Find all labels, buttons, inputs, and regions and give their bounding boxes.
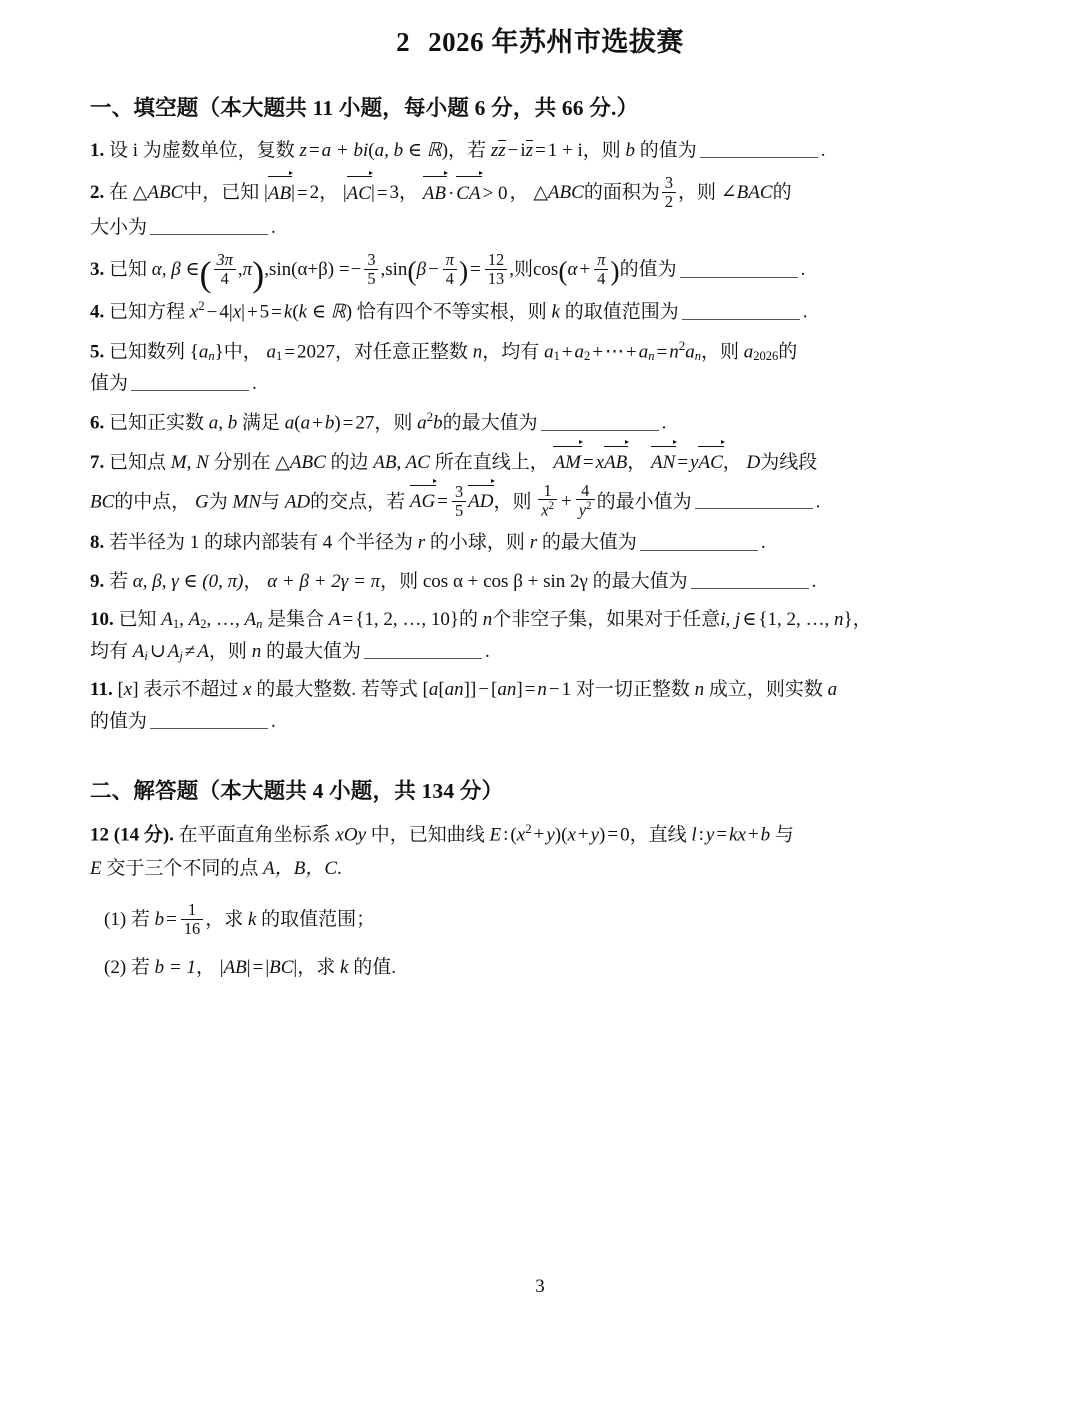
problem-3-cos-fraction: $\frac{\pi}{4}$: [594, 251, 608, 287]
problem-8-number: 8.: [90, 532, 105, 554]
problem-3-text-5: 的值为: [619, 259, 677, 281]
problem-3-text-1: 已知: [109, 259, 148, 281]
section-heading-2: 二、解答题（本大题共 4 小题，共 134 分）: [90, 778, 504, 803]
problem-11-var-a: a: [827, 679, 838, 701]
problem-11-text-5: 的值为: [90, 710, 148, 732]
problem-12-sub1-text-3: 的取值范围；: [261, 909, 376, 931]
problem-12: 12 (14 分). 在平面直角坐标系 xOy 中，已知曲线 E : $(x^2 + y)(x + y) = 0$，直线 l : y = kx + b 与 E 交于三个不同的点 A，B，C.: [90, 820, 794, 879]
problem-7-text-6: ，: [722, 452, 742, 474]
problem-6-number: 6.: [90, 412, 105, 434]
problem-2-period: .: [271, 216, 276, 238]
answer-blank-2[interactable]: [150, 216, 268, 235]
problem-2-ab: 2: [309, 182, 320, 204]
page-title: [0, 14, 1080, 59]
problem-7-line-mn: MN: [232, 491, 262, 513]
problem-12-points: A，B，C: [263, 857, 338, 879]
problem-5-text-7: 值为: [90, 372, 129, 394]
problem-10-text-8: 的最大值为: [265, 640, 361, 662]
problem-3-vars: α, β ∈: [151, 259, 200, 281]
problem-10-period: .: [484, 640, 490, 662]
problem-5-text-6: 的: [778, 341, 798, 363]
title-text: 2026 年苏州市选拔赛: [428, 27, 684, 57]
problem-2-text-7: ，则: [678, 182, 717, 204]
problem-12-curve-e: E: [90, 857, 102, 879]
problem-12-sub2-text-1: 若: [130, 957, 150, 979]
problem-9-target: cos α + cos β + sin 2γ: [422, 570, 588, 592]
problem-7-text-4: 所在直线上，: [434, 452, 549, 474]
problem-12-sub1-text-2: ，求: [205, 909, 244, 931]
problem-2-text-4: ，: [398, 182, 418, 204]
problem-11-number: 11.: [90, 679, 113, 701]
problem-6-period: .: [661, 412, 667, 434]
problem-6-text-1: 已知正实数: [109, 412, 205, 434]
problem-4-number: 4.: [90, 301, 105, 323]
problem-10-text-5: ，: [852, 609, 872, 631]
problem-4-text-3: 的取值范围为: [564, 301, 679, 323]
answer-blank-8[interactable]: [640, 532, 758, 551]
problem-7-x: x: [595, 452, 605, 474]
problem-4: 4. 已知方程 $x^2 - 4|x| + 5 = k(k$ ∈ ℝ) 恰有四个不等实根，则 k 的取值范围为 .: [90, 298, 808, 323]
problem-12-sub1-text-1: 若: [130, 909, 150, 931]
answer-blank-10[interactable]: [364, 640, 482, 659]
problem-7-point-d: D: [746, 452, 761, 474]
problem-2-area-fraction: $\frac{3}{2}$: [662, 174, 676, 210]
problem-11-text-4: 成立，则实数: [708, 679, 823, 701]
problem-3-period: .: [800, 259, 806, 281]
problem-8-text-3: 的最大值为: [541, 532, 637, 554]
problem-3-text-3: ,: [380, 259, 386, 281]
problem-12-sub-1: (1) 若 b = $\frac{1}{16}$ ，求 k 的取值范围；: [104, 900, 376, 938]
problem-7-text-13: 的最小值为: [596, 491, 692, 513]
problem-12-text-3: ，直线: [629, 824, 687, 846]
problem-12-text-4: 与: [774, 824, 794, 846]
problem-12-text-5: 交于三个不同的点: [106, 857, 259, 879]
problem-7-seg-bc: BC: [90, 491, 115, 513]
problem-9: [90, 567, 990, 596]
problem-5-text-2: 中，: [223, 341, 262, 363]
answer-blank-6[interactable]: [541, 412, 659, 431]
problem-12-sub2-text-3: ，求: [297, 957, 336, 979]
problem-3-text-2: ,: [264, 259, 269, 281]
problem-1-period: .: [820, 140, 826, 161]
problem-11-var-x: x: [243, 679, 252, 701]
problem-9-constraint: α + β + 2γ = π: [267, 570, 381, 592]
problem-6-vars: a, b: [208, 412, 238, 434]
problem-11-text-3: 对一切正整数: [575, 679, 690, 701]
answer-blank-3[interactable]: [680, 259, 798, 278]
problem-12-sub1-label: (1): [104, 909, 127, 931]
problem-12-text-1: 在平面直角坐标系: [178, 824, 331, 846]
problem-9-text-3: ，则: [380, 570, 419, 592]
problem-7-points-mn: M, N: [170, 452, 209, 474]
problem-11-text-2: 的最大整数. 若等式: [256, 679, 418, 701]
problem-2-triangle-2: △ABC: [533, 182, 584, 204]
problem-3-interval-right: π: [242, 259, 253, 281]
problem-2-text-3: ，: [319, 182, 339, 204]
problem-11: 11. [x] 表示不超过 x 的最大整数. 若等式 [a[an]] − [an] = n − 1 对一切正整数 n 成立，则实数 a 的值为 .: [90, 679, 838, 732]
problem-8: [90, 528, 990, 557]
problem-2-number: 2.: [90, 182, 105, 204]
problem-1-text-2: ，若: [448, 140, 487, 161]
problem-8-var-r: r: [417, 532, 426, 554]
problem-10-text-1: 已知: [118, 609, 157, 631]
problem-7-text-10: 与: [261, 491, 281, 513]
problem-2-ac: 3: [389, 182, 399, 204]
problem-10-text-7: ，则: [208, 640, 247, 662]
problem-7: 7. 已知点 M, N 分别在 △ABC 的边 AB, AC 所在直线上， AM = xAB， AN = yAC， D为线段 BC的中点， G为 MN与 AD的交点，若 AG = $\frac{3}{5}$ AD，则 $\frac{1}{x^2}$ + $\frac{4}{y^2}$ 的最小值为 .: [90, 447, 990, 519]
problem-11-text-1: 表示不超过: [143, 679, 239, 701]
problem-5-number: 5.: [90, 341, 105, 363]
problem-1-expr: a + bi: [321, 140, 369, 161]
problem-7-text-2: 分别在: [213, 452, 271, 474]
problem-1-text-4: 的值为: [639, 140, 697, 161]
problem-1-var-b: b: [625, 140, 636, 161]
problem-1-cond: a, b ∈ ℝ: [374, 140, 442, 161]
problem-7-triangle: △ABC: [275, 452, 326, 474]
problem-5-text-3: ，对任意正整数: [335, 341, 469, 363]
problem-9-number: 9.: [90, 570, 105, 592]
problem-5-text-5: ，则: [700, 341, 739, 363]
exam-content: [0, 91, 1080, 984]
problem-7-text-11: 的交点，若: [310, 491, 406, 513]
problem-9-period: .: [811, 570, 817, 592]
problem-2-dot: > 0: [482, 182, 508, 204]
problem-3-number: 3.: [90, 259, 105, 281]
problem-12-sub1-fraction: $\frac{1}{16}$: [181, 901, 203, 937]
problem-3-sinsum-fraction: $\frac{3}{5}$: [364, 251, 378, 287]
answer-blank-1[interactable]: [700, 139, 818, 158]
problem-2-text-6: 的面积为: [583, 182, 660, 204]
problem-5: 5. 已知数列 $\{a_n\}$中， $a_1 = 2027$，对任意正整数 n，均有 $a_1 + a_2$ + ⋯ + $a_n = n^2a_n$，则 $a_{2026}$的 值为 .: [90, 338, 798, 394]
problem-8-period: .: [760, 532, 766, 554]
problem-4-cond: k ∈ ℝ: [298, 301, 346, 323]
section-heading-1: 一、填空题（本大题共 11 小题，每小题 6 分，共 66 分.）: [90, 96, 639, 120]
problem-7-text-1: 已知点: [109, 452, 167, 474]
problem-1-var-z: z: [299, 140, 307, 161]
problem-5-text-1: 已知数列: [109, 341, 186, 363]
problem-10-text-4: 个非空子集，如果对于任意: [492, 609, 721, 631]
problem-7-text-12: ，则: [493, 491, 532, 513]
problem-12-sub2-text-2: ，: [196, 957, 216, 979]
problem-3-sin2-fraction: $\frac{12}{13}$: [485, 251, 507, 287]
problem-3-sign: −: [350, 259, 362, 281]
problem-3-beta-fraction: $\frac{\pi}{4}$: [443, 251, 457, 287]
problem-6-text-2: 满足: [242, 412, 281, 434]
problem-2-angle: ∠BAC: [720, 182, 773, 204]
problem-7-line-ad: AD: [284, 491, 311, 513]
answer-blank-5[interactable]: [131, 372, 249, 391]
problem-1-number: 1.: [90, 140, 105, 161]
problem-4-text-2: 恰有四个不等实根，则: [356, 301, 547, 323]
problem-10-number: 10.: [90, 609, 114, 631]
problem-10-var-n-2: n: [251, 640, 262, 662]
problem-12-period: .: [337, 857, 342, 879]
problem-7-term1: $\frac{1}{x^2}$: [538, 482, 557, 520]
problem-8-text-2: 的小球，则: [429, 532, 525, 554]
problem-7-period: .: [815, 491, 821, 513]
problem-2-text-9: 大小为: [90, 216, 148, 238]
problem-7-text-3: 的边: [330, 452, 369, 474]
problem-10-var-n: n: [482, 609, 493, 631]
problem-7-term2: $\frac{4}{y^2}$: [576, 482, 595, 520]
problem-9-domain: α, β, γ ∈ (0, π): [132, 570, 244, 592]
answer-blank-9[interactable]: [691, 570, 809, 589]
problem-12-coord: xOy: [335, 824, 367, 846]
problem-12-number: 12 (14 分).: [90, 824, 174, 846]
problem-1: 1. 设 i 为虚数单位，复数 z = a + bi(a, b ∈ ℝ)，若 zz − iz = 1 + i，则 b 的值为 .: [90, 140, 826, 161]
problem-6-text-4: 的最大值为: [442, 412, 538, 434]
problem-10: 10. 已知 $A_1$, $A_2$, …, $A_n$ 是集合 A = {1, 2, …, 10}的 n个非空子集，如果对于任意i, j ∈ {1, 2, …, n}， 均有 $A_i$ ∪ $A_j \ne A$，则 n 的最大值为 .: [90, 609, 872, 663]
problem-3-interval-fraction: $\frac{3\pi}{4}$: [214, 251, 236, 287]
page-number: 3: [535, 1276, 545, 1297]
answer-blank-11[interactable]: [150, 710, 268, 729]
answer-blank-4[interactable]: [682, 301, 800, 320]
problem-2-text-1: 在: [109, 182, 129, 204]
problem-4-period: .: [802, 301, 808, 323]
problem-7-ag-fraction: $\frac{3}{5}$: [452, 483, 466, 519]
problem-4-text-1: 已知方程: [109, 301, 186, 323]
problem-9-text-2: ，: [243, 570, 263, 592]
problem-2-text-2: 中，已知: [183, 182, 260, 204]
problem-6-text-3: ，则: [374, 412, 413, 434]
problem-11-period: .: [271, 710, 276, 732]
problem-8-var-r-2: r: [529, 532, 538, 554]
problem-7-text-7: 为线段: [760, 452, 818, 474]
problem-7-y: y: [690, 452, 699, 474]
problem-5-text-4: ，均有: [482, 341, 540, 363]
title-number: 2: [396, 27, 411, 57]
problem-2-text-5: ，: [509, 182, 529, 204]
problem-6: 6. 已知正实数 a, b 满足 a(a + b) = 27，则 $a^2b$的最大值为 .: [90, 409, 667, 434]
problem-1-rhs: 1 + i: [547, 140, 583, 161]
problem-12-sub2-label: (2): [104, 957, 127, 979]
problem-12-sub2-text-4: 的值.: [353, 957, 396, 979]
problem-2-triangle: △ABC: [132, 182, 184, 204]
problem-9-text-1: 若: [109, 570, 129, 592]
problem-12-sub2-b: b = 1: [154, 957, 196, 979]
problem-3-text-4: ,则: [509, 259, 533, 281]
problem-3-sinsum: sin(α+β) =: [268, 259, 350, 281]
problem-3: 3. 已知 α, β ∈( $\frac{3\pi}{4}$ ,π),sin(α+β) =− $\frac{3}{5}$ ,sin(β − $\frac{\pi}{4}$ ) = $\frac{12}{13}$ ,则cos(α + $\frac{\pi}{4}$ )的值为 .: [90, 250, 806, 295]
problem-7-text-5: ，: [627, 452, 647, 474]
problem-10-text-6: 均有: [90, 640, 129, 662]
problem-10-text-3: 的: [458, 609, 478, 631]
problem-5-a1: 2027: [297, 341, 336, 363]
problem-1-text-3: ，则: [582, 140, 621, 161]
problem-1-text-1: 设 i 为虚数单位，复数: [109, 140, 295, 161]
problem-5-period: .: [252, 372, 257, 394]
problem-8-text-1: 若半径为 1 的球内部装有 4 个半径为: [109, 532, 414, 554]
problem-7-number: 7.: [90, 452, 105, 474]
problem-12-sub2-var-k: k: [340, 957, 349, 979]
problem-11-var-n: n: [694, 679, 705, 701]
problem-10-text-2: 是集合: [267, 609, 325, 631]
problem-5-var-n: n: [472, 341, 483, 363]
problem-12-sub1-var-k: k: [247, 909, 257, 931]
problem-12-sub-2: (2) 若 b = 1， |AB| = |BC|，求 k 的值.: [104, 957, 396, 979]
problem-7-text-9: 为: [208, 491, 228, 513]
exam-page: [0, 14, 1080, 1412]
problem-7-text-8: 的中点，: [114, 491, 191, 513]
problem-2-text-8: 的: [772, 182, 792, 204]
problem-7-sides: AB, AC: [373, 452, 430, 474]
problem-4-var-k: k: [551, 301, 560, 323]
problem-7-point-g: G: [195, 491, 209, 513]
problem-12-text-2: 中，已知曲线: [370, 824, 485, 846]
answer-blank-7[interactable]: [695, 490, 813, 509]
problem-2: 2. 在 △ABC中，已知 |AB| = 2， |AC| = 3， AB · CA > 0 ， △ABC的面积为 $\frac{3}{2}$ ，则 ∠BAC的 大小为 .: [90, 173, 792, 238]
problem-9-text-4: 的最大值为: [592, 570, 688, 592]
